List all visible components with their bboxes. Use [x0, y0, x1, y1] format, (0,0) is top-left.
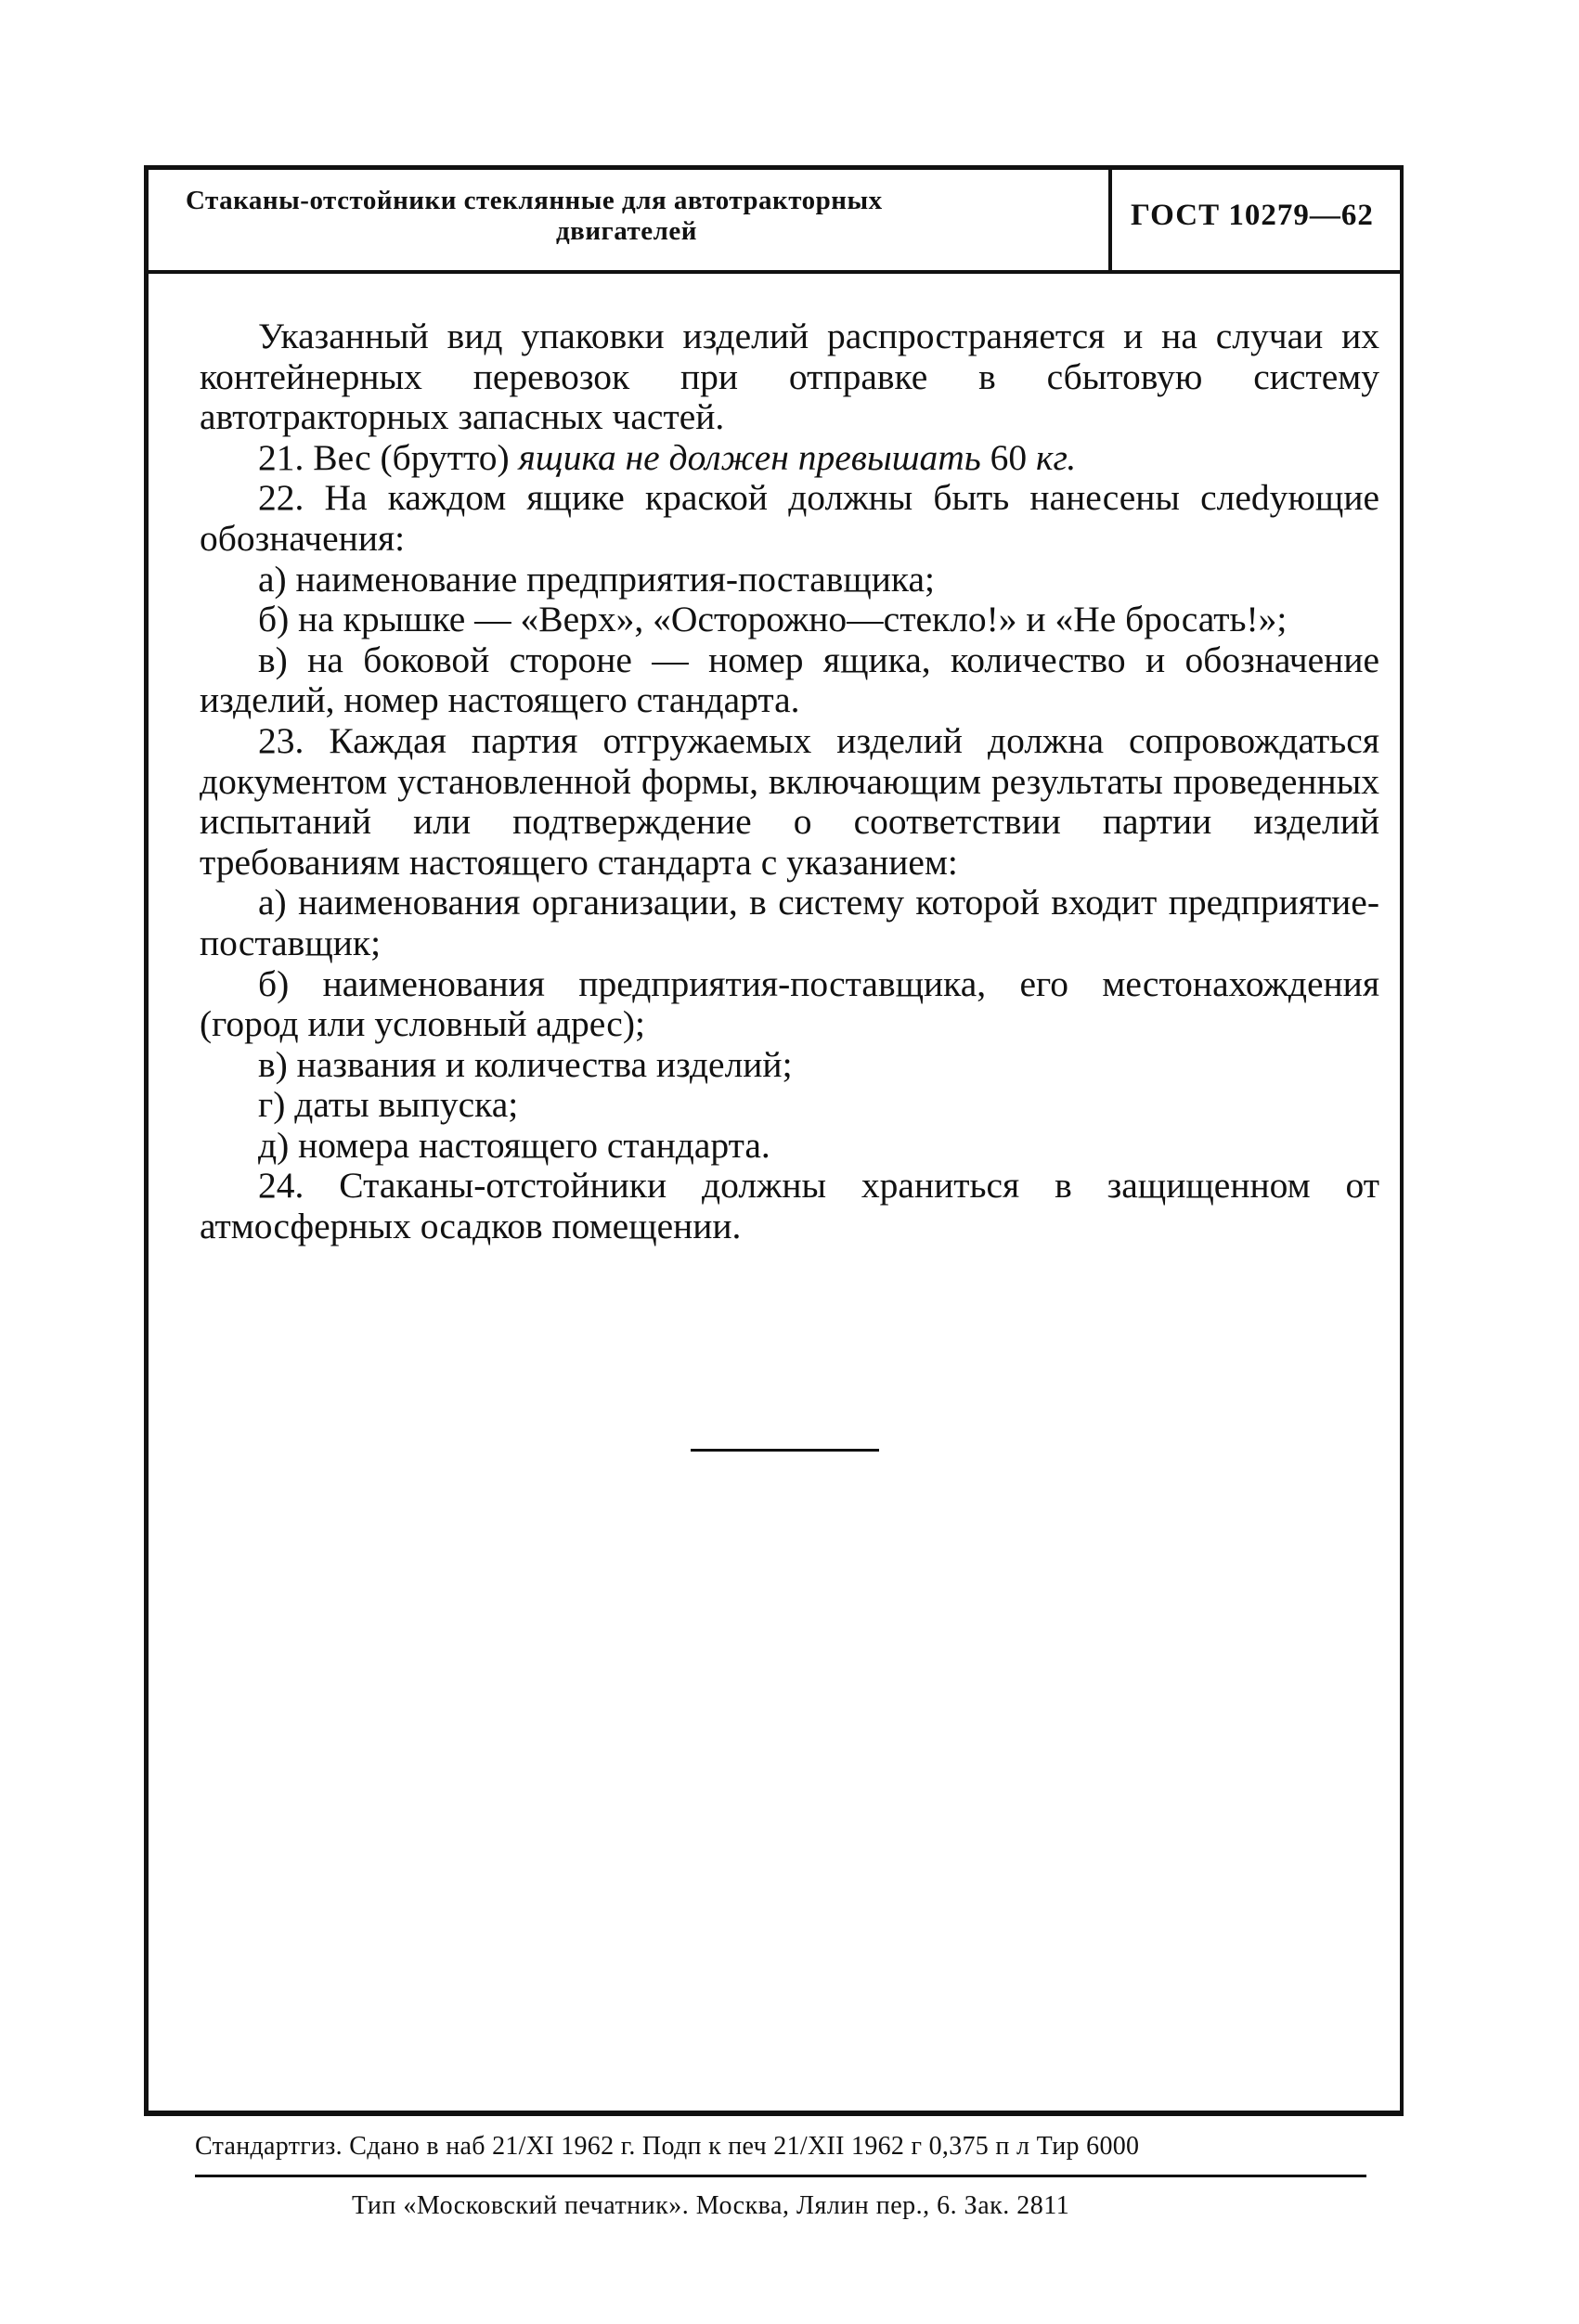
- paragraph-21-weight: [200, 438, 1379, 479]
- document-title-line-2: двигателей: [556, 216, 697, 246]
- paragraph-23-document: 23. Каждая партия отгружаемых изделий должна сопровождаться документом установленной формы, включающим результаты проведенных испытаний или подтверждение о соответствии партии изделий требованиям настоящего стандарта с указанием:: [200, 719, 1379, 883]
- list-item-23a: а) наименования организации, в систему которой входит предприятие-поставщик;: [200, 882, 1379, 963]
- paragraph-21-value: 60: [980, 436, 1037, 478]
- paragraph-packaging: Указанный вид упаковки изделий распространяется и на случаи их контейнерных перевозок при отправке в сбытовую систему автотракторных запасных частей.: [200, 316, 1379, 438]
- list-item-22a: а) наименование предприятия-поставщика;: [258, 558, 936, 600]
- document-header: [149, 170, 1400, 274]
- header-divider: [1108, 170, 1112, 270]
- end-separator: [691, 1449, 879, 1452]
- printer-line: Тип «Московский печатник». Москва, Лялин пер., 6. Зак. 2811: [352, 2191, 1070, 2220]
- document-title: [186, 186, 1253, 247]
- paragraph-21-prefix: 21. Вес (брутто): [258, 436, 519, 478]
- paragraph-21-unit: кг.: [1036, 436, 1077, 478]
- document-title-line-1: Стаканы-отстойники стеклянные для автотракторных: [186, 186, 883, 215]
- standard-code: ГОСТ 10279—62: [1131, 199, 1374, 232]
- list-item-22b: б) на крышке — «Верх», «Осторожно—стекло!» и «Не бросать!»;: [258, 599, 1288, 640]
- footer-rule: [195, 2175, 1366, 2177]
- document-body: [200, 316, 1379, 1247]
- list-item-23d: г) даты выпуска;: [258, 1084, 519, 1126]
- paragraph-21-italic: ящика не должен превышать: [518, 436, 981, 478]
- list-item-23e: д) номера настоящего стандарта.: [258, 1124, 770, 1166]
- imprint-line: Стандартгиз. Сдано в наб 21/XI 1962 г. Подп к печ 21/XII 1962 г 0,375 п л Тир 6000: [195, 2132, 1140, 2161]
- paragraph-24-storage: 24. Стаканы-отстойники должны храниться в защищенном от атмосферных осадков помещении.: [200, 1165, 1379, 1247]
- list-item-23b: б) наименования предприятия-поставщика, его местонахождения (город или условный адрес);: [200, 962, 1379, 1045]
- paragraph-22-marking: 22. На каждом ящике краской должны быть нанесены слеdующие обозначения:: [200, 477, 1379, 559]
- page-frame: [144, 165, 1404, 2116]
- list-item-22c: в) на боковой стороне — номер ящика, количество и обозначение изделий, номер настоящего стандарта.: [200, 639, 1379, 721]
- list-item-23c: в) названия и количества изделий;: [258, 1043, 793, 1085]
